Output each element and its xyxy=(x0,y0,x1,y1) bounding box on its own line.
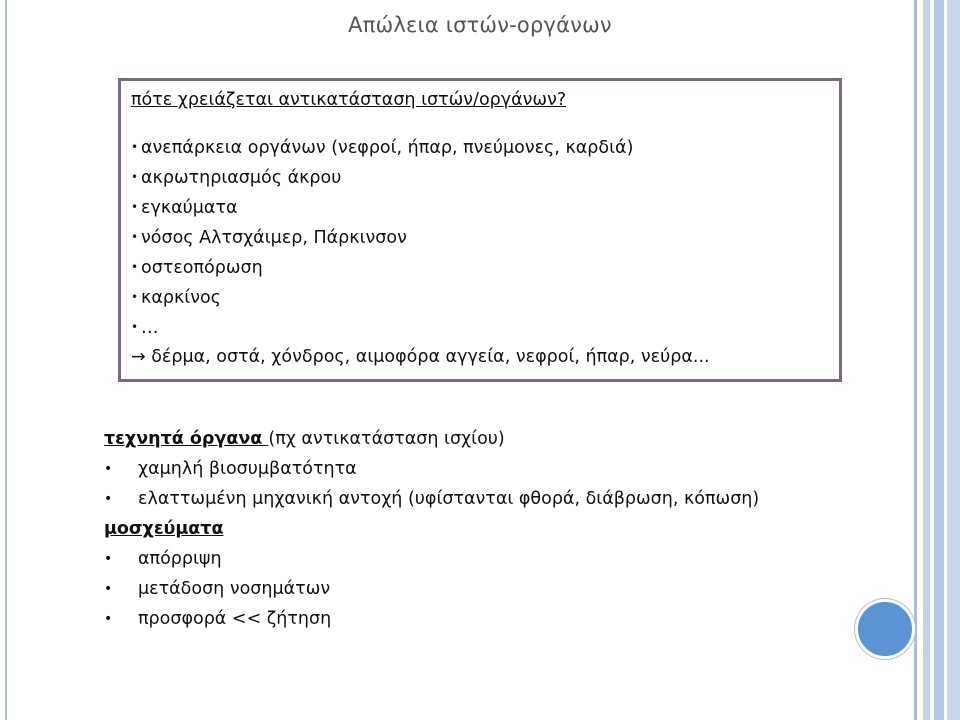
list-item xyxy=(104,454,844,484)
list-item xyxy=(131,163,829,193)
list-item-text: οστεοπόρωση xyxy=(141,258,263,278)
artificial-organs-heading xyxy=(104,424,844,454)
border-stripe xyxy=(923,0,930,720)
list-item xyxy=(131,223,829,253)
bullet-icon: • xyxy=(131,260,139,274)
border-stripe xyxy=(934,0,944,720)
bullet-icon: • xyxy=(104,461,113,477)
question-box xyxy=(118,78,842,382)
list-item-text: χαμηλή βιοσυμβατότητα xyxy=(138,459,357,479)
list-item-text: νόσος Αλτσχάιμερ, Πάρκινσον xyxy=(141,228,407,248)
border-stripe xyxy=(947,0,960,720)
list-item xyxy=(131,283,829,313)
list-item xyxy=(104,544,844,574)
bullet-icon: • xyxy=(104,491,113,507)
decorative-circle xyxy=(855,599,915,659)
bullet-icon: • xyxy=(104,551,113,567)
list-item-text: ελαττωμένη μηχανική αντοχή (υφίστανται φθορά, διάβρωση, κόπωση) xyxy=(138,489,760,509)
list-item-text: ανεπάρκεια οργάνων (νεφροί, ήπαρ, πνεύμονες, καρδιά) xyxy=(141,138,634,158)
list-item-text: ακρωτηριασμός άκρου xyxy=(141,168,342,188)
bullet-icon: • xyxy=(131,170,139,184)
box-heading: πότε χρειάζεται αντικατάσταση ιστών/οργάνων? xyxy=(131,90,567,110)
list-item xyxy=(104,574,844,604)
left-frame-line xyxy=(5,0,7,720)
slide-title: Απώλεια ιστών-οργάνων xyxy=(348,13,612,37)
bullet-icon: • xyxy=(131,140,139,154)
list-item xyxy=(104,604,844,634)
artificial-organs-note: (πχ αντικατάσταση ισχίου) xyxy=(268,429,505,449)
list-item xyxy=(131,253,829,283)
artificial-organs-title: τεχνητά όργανα xyxy=(104,429,269,449)
list-item-text: εγκαύματα xyxy=(141,198,238,218)
grafts-title: μοσχεύματα xyxy=(104,519,224,539)
grafts-heading xyxy=(104,514,844,544)
box-arrow-line: → δέρμα, οστά, χόνδρος, αιμοφόρα αγγεία, νεφροί, ήπαρ, νεύρα... xyxy=(131,347,710,367)
list-item xyxy=(104,484,844,514)
right-decorative-border xyxy=(914,0,960,720)
bullet-icon: • xyxy=(131,200,139,214)
bullet-icon: • xyxy=(131,290,139,304)
list-item xyxy=(131,193,829,223)
box-bullet-list xyxy=(131,133,829,343)
list-item-text: μετάδοση νοσημάτων xyxy=(138,579,331,599)
bullet-icon: • xyxy=(131,230,139,244)
list-item-text: καρκίνος xyxy=(141,288,221,308)
lower-section xyxy=(104,424,844,634)
list-item xyxy=(131,133,829,163)
list-item-text: … xyxy=(141,318,159,338)
list-item-text: προσφορά << ζήτηση xyxy=(138,609,332,629)
bullet-icon: • xyxy=(104,581,113,597)
list-item-text: απόρριψη xyxy=(138,549,222,569)
list-item xyxy=(131,313,829,343)
bullet-icon: • xyxy=(131,320,139,334)
bullet-icon: • xyxy=(104,611,113,627)
